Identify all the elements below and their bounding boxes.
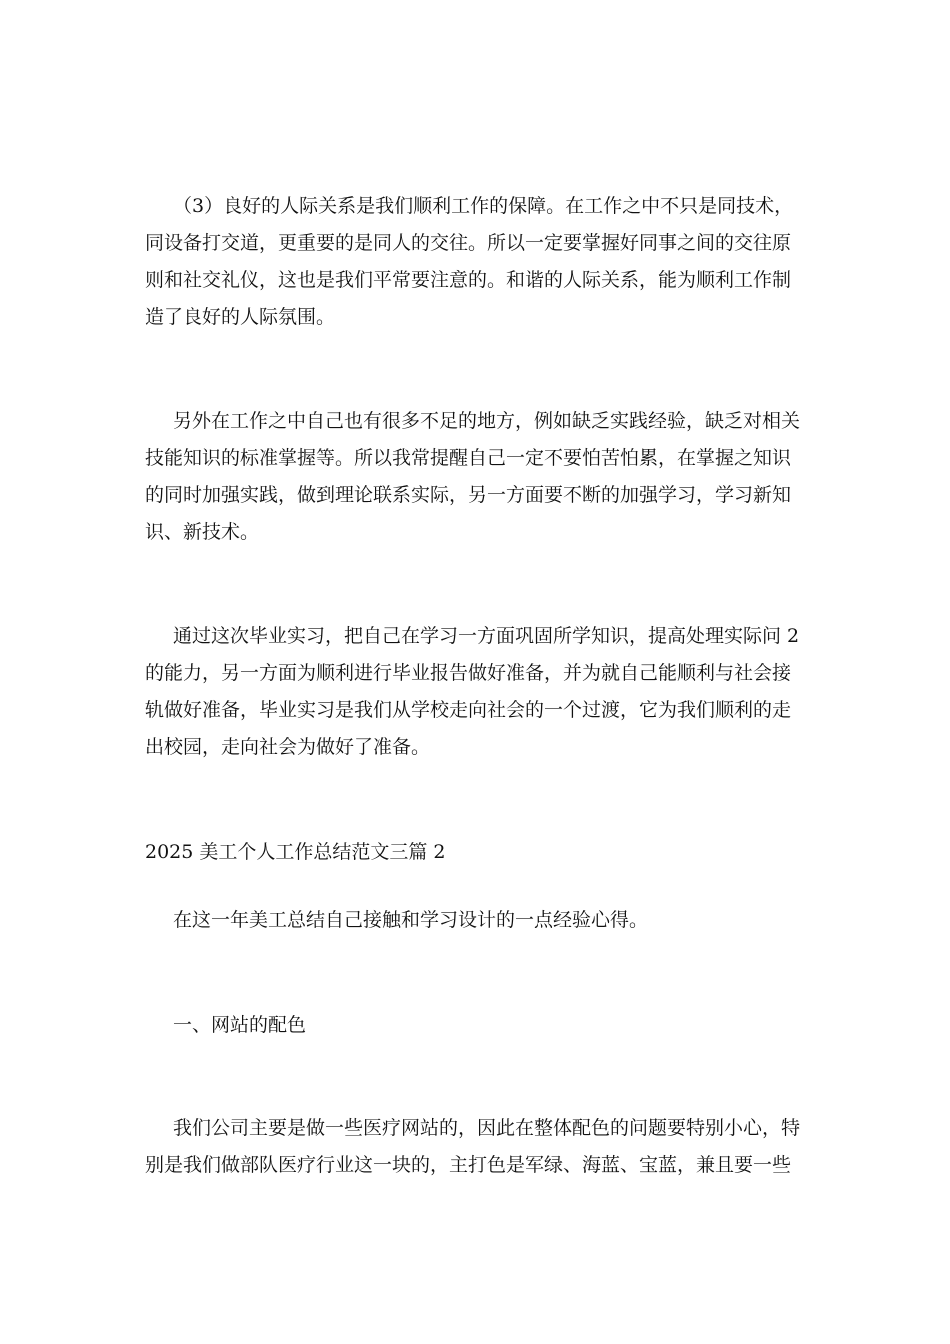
text-line: 的能力，另一方面为顺利进行毕业报告做好准备，并为就自己能顺利与社会接 bbox=[145, 662, 792, 684]
text-line: 则和社交礼仪，这也是我们平常要注意的。和谐的人际关系，能为顺利工作制 bbox=[145, 269, 792, 291]
paragraph-color-scheme bbox=[145, 1110, 810, 1184]
text-line: 别是我们做部队医疗行业这一块的，主打色是军绿、海蓝、宝蓝，兼且要一些 bbox=[145, 1154, 792, 1176]
text-line: 出校园，走向社会为做好了准备。 bbox=[145, 736, 431, 758]
text-line: 同设备打交道，更重要的是同人的交往。所以一定要掌握好同事之间的交往原 bbox=[145, 232, 792, 254]
text-line: 技能知识的标准掌握等。所以我常提醒自己一定不要怕苦怕累，在掌握之知识 bbox=[145, 447, 792, 469]
section-title: 2025 美工个人工作总结范文三篇 2 bbox=[145, 841, 446, 863]
text-line: 我们公司主要是做一些医疗网站的，因此在整体配色的问题要特别小心，特 bbox=[173, 1117, 801, 1139]
subheading-website-colors bbox=[145, 1007, 810, 1044]
text-line: 造了良好的人际氛围。 bbox=[145, 306, 336, 328]
paragraph-interpersonal-relations bbox=[145, 188, 810, 336]
text-line: 一、网站的配色 bbox=[173, 1014, 307, 1036]
text-line: 通过这次毕业实习，把自己在学习一方面巩固所学知识，提高处理实际问 2 bbox=[173, 625, 800, 647]
paragraph-internship-summary bbox=[145, 618, 810, 766]
text-line: 在这一年美工总结自己接触和学习设计的一点经验心得。 bbox=[173, 909, 649, 931]
text-line: 识、新技术。 bbox=[145, 521, 260, 543]
paragraph-shortcomings bbox=[145, 403, 810, 551]
paragraph-intro bbox=[145, 902, 810, 939]
text-line: 轨做好准备，毕业实习是我们从学校走向社会的一个过渡，它为我们顺利的走 bbox=[145, 699, 792, 721]
text-line: （3）良好的人际关系是我们顺利工作的保障。在工作之中不只是同技术， bbox=[173, 195, 794, 217]
text-line: 另外在工作之中自己也有很多不足的地方，例如缺乏实践经验，缺乏对相关 bbox=[173, 410, 801, 432]
text-line: 的同时加强实践，做到理论联系实际，另一方面要不断的加强学习，学习新知 bbox=[145, 484, 792, 506]
